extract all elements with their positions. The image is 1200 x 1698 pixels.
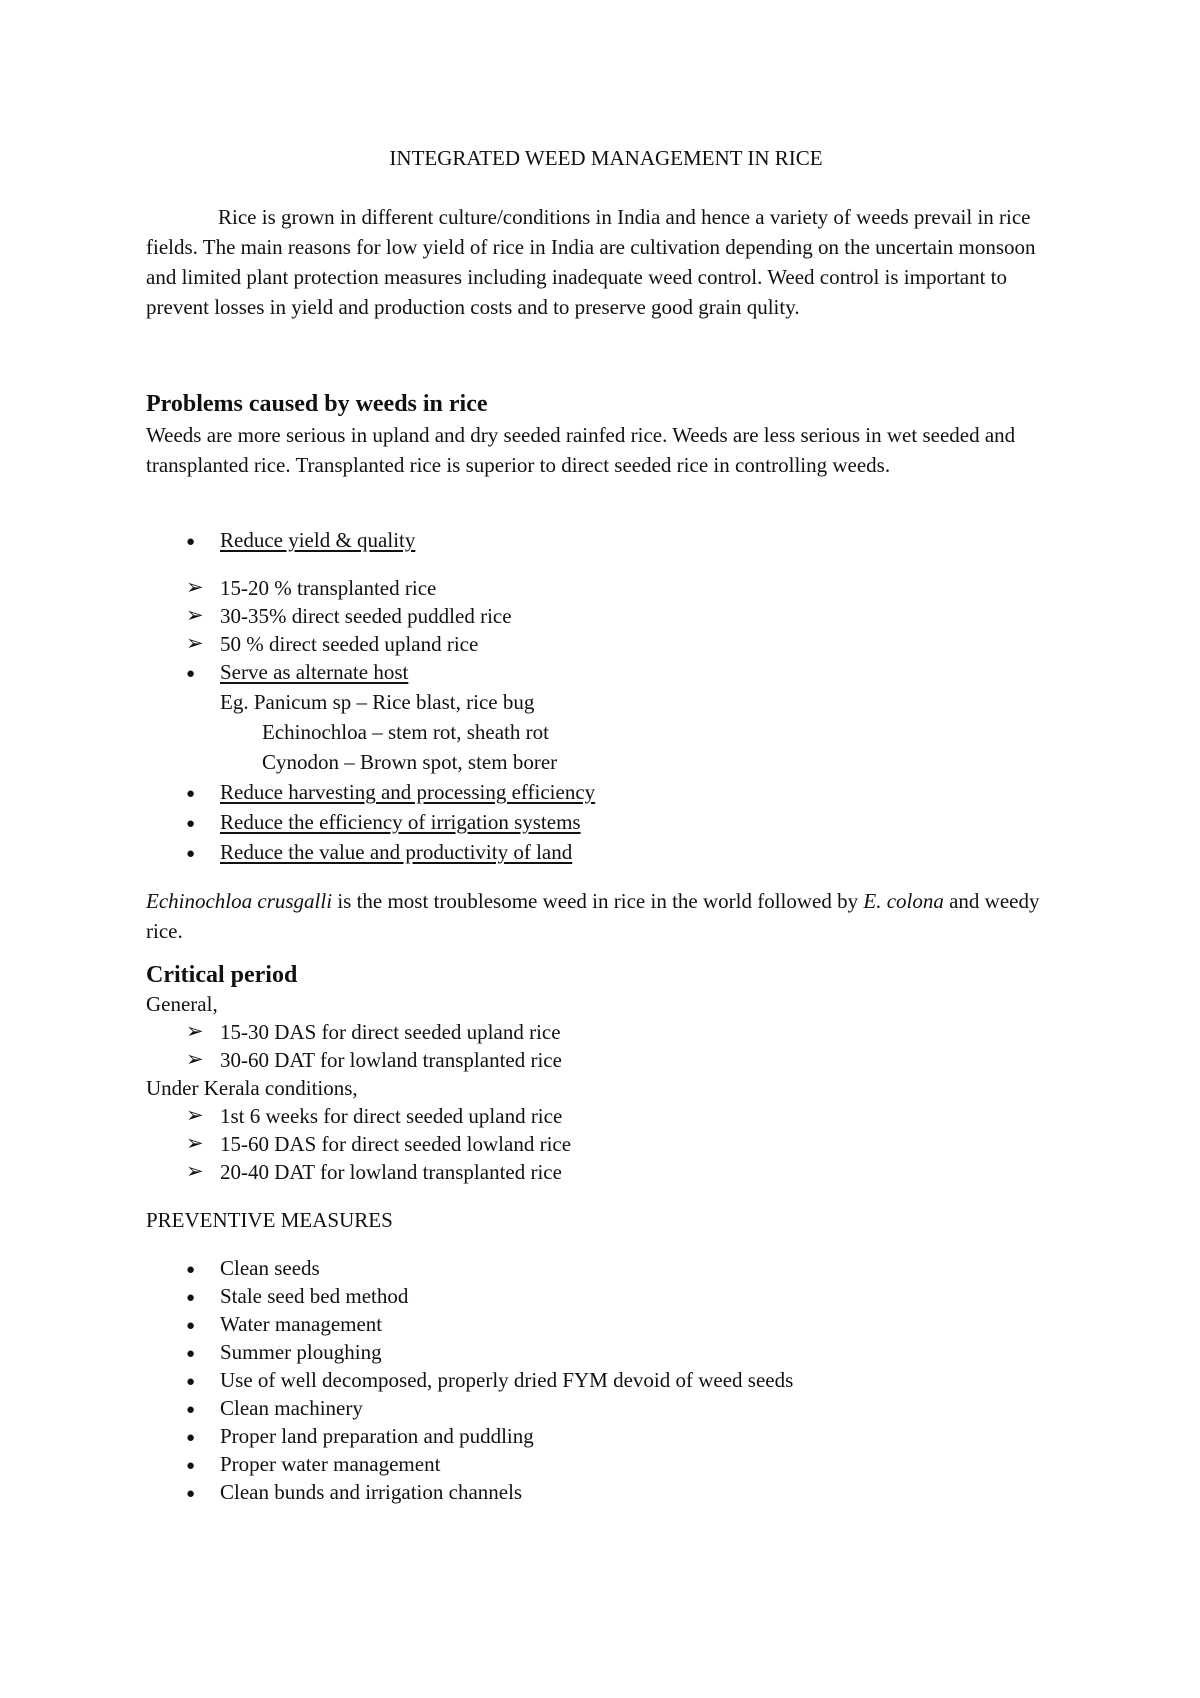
kerala-label: Under Kerala conditions, — [146, 1076, 358, 1100]
arrow-bullet-icon: ➢ — [186, 1131, 204, 1155]
general-label: General, — [146, 992, 218, 1016]
bullet-icon: ● — [186, 1430, 196, 1446]
arrow-bullet-icon: ➢ — [186, 575, 204, 599]
problems-heading: Problems caused by weeds in rice — [146, 391, 488, 417]
problems-paragraph: Weeds are more serious in upland and dry seeded rainfed rice. Weeds are less serious in wet seeded and transplanted rice. Transplanted rice is superior to direct seeded rice in controlling weeds. — [146, 423, 1016, 477]
arrow-bullet-icon: ➢ — [186, 1019, 204, 1043]
preventive-heading: PREVENTIVE MEASURES — [146, 1208, 393, 1232]
bullet-icon: ● — [186, 1486, 196, 1502]
arrow-bullet-icon: ➢ — [186, 631, 204, 655]
species-name: E. colona — [863, 889, 944, 913]
arrow-bullet-icon: ➢ — [186, 603, 204, 627]
bullet-icon: ● — [186, 534, 196, 550]
host-example: Eg. Panicum sp – Rice blast, rice bug — [220, 690, 535, 714]
bullet-icon: ● — [186, 1290, 196, 1306]
bullet-icon: ● — [186, 1318, 196, 1334]
arrow-bullet-icon: ➢ — [186, 1159, 204, 1183]
critical-period-heading: Critical period — [146, 962, 298, 988]
bullet-icon: ● — [186, 816, 196, 832]
arrow-bullet-icon: ➢ — [186, 1047, 204, 1071]
weed-note-paragraph: Echinochloa crusgalli is the most troublesome weed in rice in the world followed by E. colona and weedy rice. — [146, 889, 1040, 943]
intro-paragraph: Rice is grown in different culture/conditions in India and hence a variety of weeds prevail in rice fields. The main reasons for low yield of rice in India are cultivation depending on the uncertain monsoon and limited plant protection measures including inadequate weed control. Weed control is important to prevent losses in yield and production costs and to preserve good grain qulity. — [146, 205, 1036, 319]
bullet-icon: ● — [186, 786, 196, 802]
host-example: Echinochloa – stem rot, sheath rot — [262, 720, 549, 744]
bullet-icon: ● — [186, 1402, 196, 1418]
bullet-icon: ● — [186, 1458, 196, 1474]
bullet-icon: ● — [186, 1346, 196, 1362]
bullet-icon: ● — [186, 1262, 196, 1278]
host-example: Cynodon – Brown spot, stem borer — [262, 750, 558, 774]
bullet-icon: ● — [186, 1374, 196, 1390]
document-title: INTEGRATED WEED MANAGEMENT IN RICE — [389, 146, 823, 170]
arrow-bullet-icon: ➢ — [186, 1103, 204, 1127]
bullet-icon: ● — [186, 846, 196, 862]
species-name: Echinochloa crusgalli — [146, 889, 333, 913]
bullet-icon: ● — [186, 666, 196, 682]
